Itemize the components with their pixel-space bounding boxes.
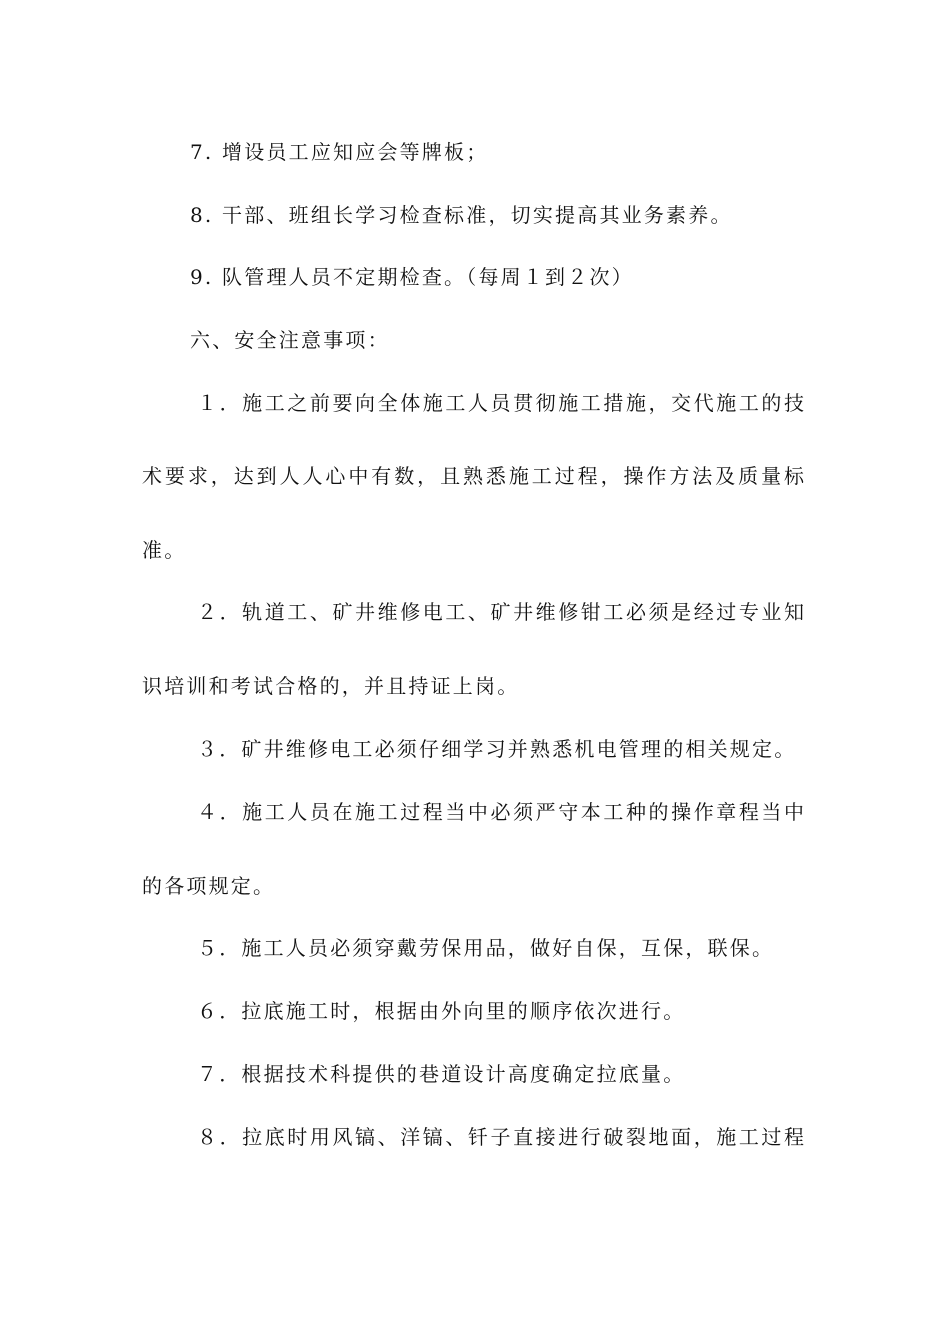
safety-item-4-line1: ４．施工人员在施工过程当中必须严守本工种的操作章程当中 — [197, 800, 804, 824]
safety-item-8-line1: ８．拉底时用风镐、洋镐、钎子直接进行破裂地面，施工过程 — [197, 1125, 804, 1149]
safety-item-5: ５．施工人员必须穿戴劳保用品，做好自保，互保，联保。 — [197, 936, 775, 960]
safety-item-4-line2: 的各项规定。 — [142, 874, 276, 898]
safety-item-2-line1: ２．轨道工、矿井维修电工、矿井维修钳工必须是经过专业知 — [197, 600, 804, 624]
safety-item-1-line3: 准。 — [142, 538, 187, 562]
safety-item-6: ６．拉底施工时，根据由外向里的顺序依次进行。 — [197, 999, 686, 1023]
safety-item-1-line2: 术要求，达到人人心中有数，且熟悉施工过程，操作方法及质量标 — [142, 464, 804, 488]
list-item-7: 7. 增设员工应知应会等牌板； — [190, 140, 489, 164]
safety-item-7: ７．根据技术科提供的巷道设计高度确定拉底量。 — [197, 1062, 686, 1086]
safety-item-2-line2: 识培训和考试合格的，并且持证上岗。 — [142, 674, 520, 698]
safety-item-3: ３．矿井维修电工必须仔细学习并熟悉机电管理的相关规定。 — [197, 737, 797, 761]
section-heading: 六、安全注意事项： — [190, 328, 390, 352]
list-item-8: 8. 干部、班组长学习检查标准，切实提高其业务素养。 — [190, 203, 733, 227]
list-item-9: 9. 队管理人员不定期检查。（每周１到２次） — [190, 265, 634, 289]
safety-item-1-line1: １．施工之前要向全体施工人员贯彻施工措施，交代施工的技 — [197, 391, 804, 415]
